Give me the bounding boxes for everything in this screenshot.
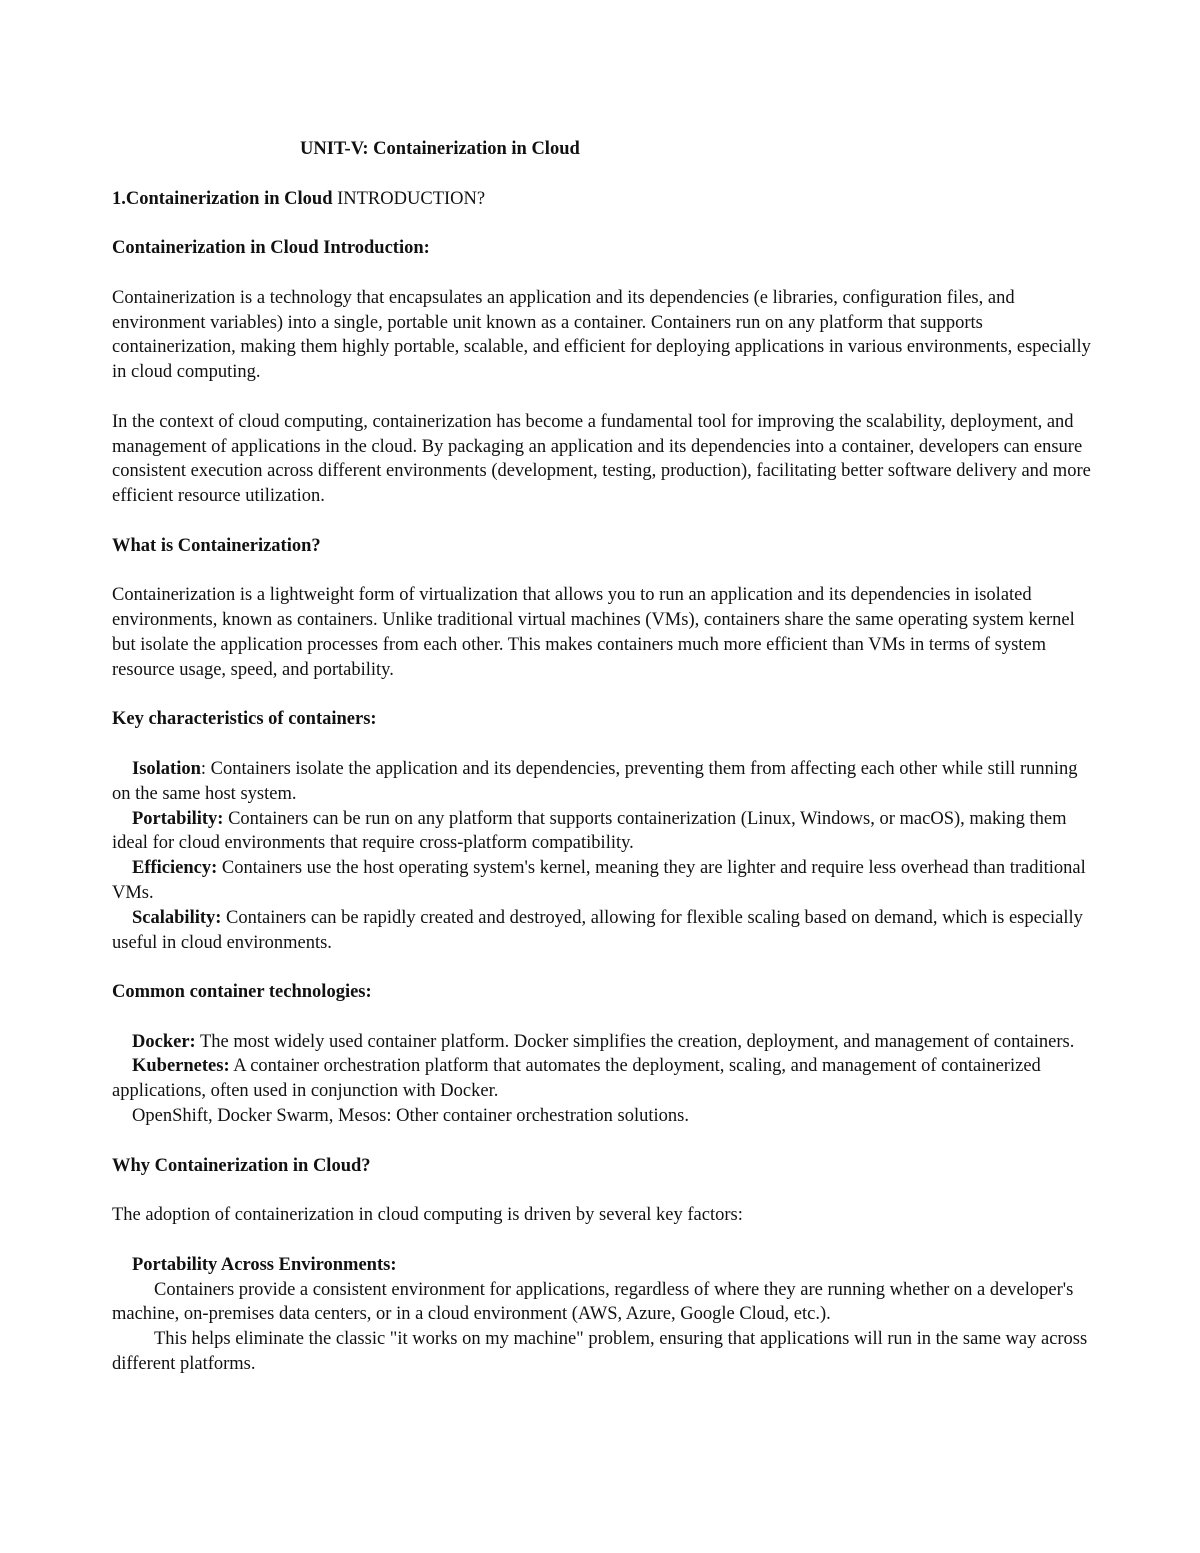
technology-term: Docker:	[132, 1031, 196, 1052]
page-title: UNIT-V: Containerization in Cloud	[300, 139, 580, 159]
characteristic-term: Scalability:	[132, 907, 222, 928]
question-heading-bold: 1.Containerization in Cloud	[112, 188, 333, 209]
characteristic-text: : Containers isolate the application and its dependencies, preventing them from affecting each other while still running on the same host system.	[112, 758, 1078, 804]
what-paragraph: Containerization is a lightweight form of virtualization that allows you to run an application and its dependencies in isolated environments, known as containers. Unlike traditional virtual machines (VMs), containers share the same operating system kernel but isolate the application processes from each other. This makes containers much more efficient than VMs in terms of system resource usage, speed, and portability.	[112, 585, 1075, 680]
intro-paragraph-2: In the context of cloud computing, containerization has become a fundamental tool for improving the scalability, deployment, and management of applications in the cloud. By packaging an application and its dependencies into a container, developers can ensure consistent execution across different environments (development, testing, production), facilitating better software delivery and more efficient resource utilization.	[112, 411, 1091, 507]
technology-text: A container orchestration platform that automates the deployment, scaling, and management of containerized applications, often used in conjunction with Docker.	[112, 1056, 1041, 1102]
technology-other: OpenShift, Docker Swarm, Mesos: Other container orchestration solutions.	[132, 1106, 689, 1127]
characteristic-term: Portability:	[132, 808, 224, 829]
characteristic-term: Efficiency:	[132, 858, 218, 879]
why-paragraph: The adoption of containerization in cloud computing is driven by several key factors:	[112, 1205, 743, 1226]
technology-term: Kubernetes:	[132, 1056, 230, 1077]
technologies-heading: Common container technologies:	[112, 982, 372, 1003]
portability-paragraph-1: Containers provide a consistent environment for applications, regardless of where they are running whether on a developer's machine, on-premises data centers, or in a cloud environment (AWS, Azure, Google Cloud, etc.).	[112, 1279, 1074, 1325]
intro-paragraph-1: Containerization is a technology that encapsulates an application and its dependencies (e libraries, configuration files, and environment variables) into a single, portable unit known as a container. Containers run on any platform that supports containerization, making them highly portable, scalable, and efficient for deploying applications in various environments, especially in cloud computing.	[112, 287, 1091, 383]
characteristic-term: Isolation	[132, 758, 201, 779]
technology-item	[112, 1030, 1092, 1055]
question-heading-rest: INTRODUCTION?	[332, 188, 486, 209]
intro-heading: Containerization in Cloud Introduction:	[112, 238, 430, 259]
question-heading	[112, 187, 1092, 212]
key-characteristics-heading: Key characteristics of containers:	[112, 709, 377, 730]
characteristic-item	[112, 906, 1092, 956]
why-heading: Why Containerization in Cloud?	[112, 1155, 371, 1176]
document-body	[112, 137, 1092, 1377]
portability-heading: Portability Across Environments:	[132, 1254, 397, 1275]
characteristic-item	[112, 807, 1092, 857]
characteristic-item	[112, 757, 1092, 807]
characteristic-text: Containers can be run on any platform that supports containerization (Linux, Windows, or macOS), making them ideal for cloud environments that require cross-platform compatibility.	[112, 808, 1067, 854]
characteristic-text: Containers use the host operating system's kernel, meaning they are lighter and require less overhead than traditional VMs.	[112, 858, 1086, 903]
portability-paragraph-2: This helps eliminate the classic "it works on my machine" problem, ensuring that applications will run in the same way across different platforms.	[112, 1329, 1088, 1375]
technology-text: The most widely used container platform. Docker simplifies the creation, deployment, and management of containers.	[195, 1031, 1075, 1052]
technology-item	[112, 1054, 1092, 1104]
what-heading: What is Containerization?	[112, 535, 321, 556]
characteristic-text: Containers can be rapidly created and destroyed, allowing for flexible scaling based on demand, which is especially useful in cloud environments.	[112, 907, 1083, 953]
characteristic-item	[112, 856, 1092, 906]
